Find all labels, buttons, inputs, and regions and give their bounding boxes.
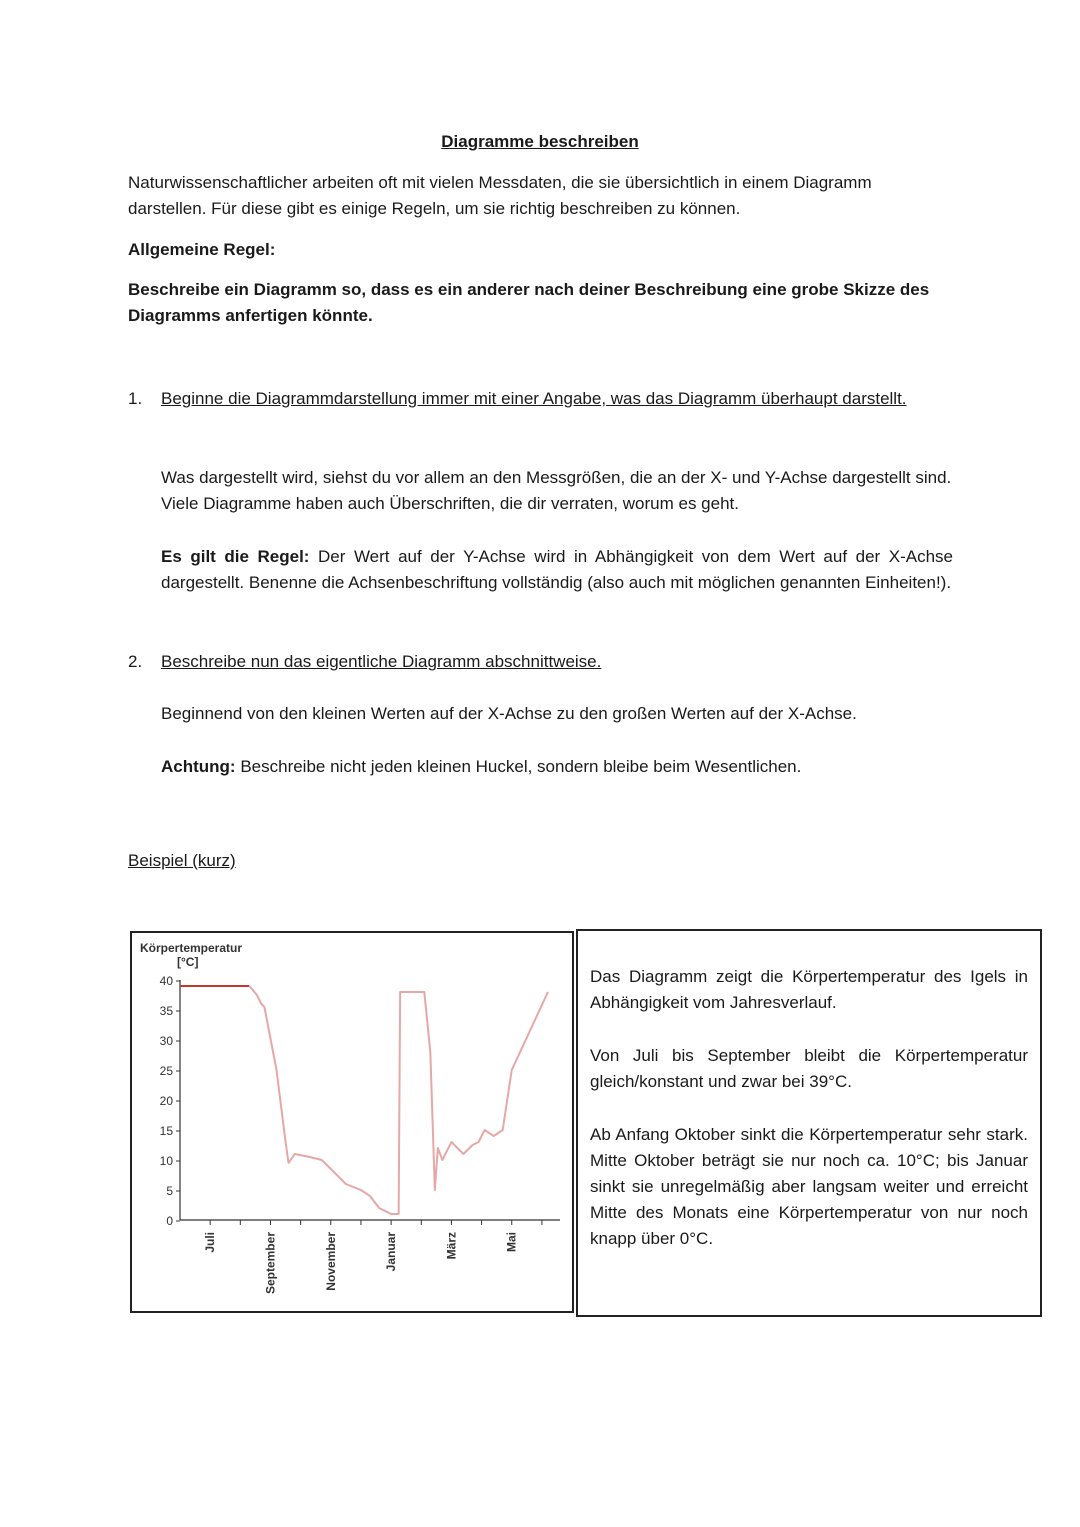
step-2-warning-label: Achtung: <box>161 757 236 776</box>
step-1-title: Beginne die Diagrammdarstellung immer mit einer Angabe, was das Diagramm überhaupt darstellt. <box>161 389 907 408</box>
y-tick-label: 5 <box>166 1184 173 1198</box>
rule-text: Beschreibe ein Diagramm so, dass es ein anderer nach deiner Beschreibung eine grobe Skizze des Diagramms anfertigen könnte. <box>128 280 930 325</box>
temperature-chart <box>132 933 572 1311</box>
description-box <box>576 929 1042 1317</box>
rule-heading: Allgemeine Regel: <box>128 240 276 259</box>
description-paragraph-2: Von Juli bis September bleibt die Körpertemperatur gleich/konstant und zwar bei 39°C. <box>590 1046 1028 1091</box>
y-tick-label: 10 <box>159 1154 173 1168</box>
step-1-number: 1. <box>128 389 143 408</box>
series-line <box>249 986 548 1214</box>
y-tick-label: 25 <box>159 1064 173 1078</box>
step-2-warning-text: Beschreibe nicht jeden kleinen Huckel, sondern bleibe beim Wesentlichen. <box>235 757 802 776</box>
step-1-explanation: Was dargestellt wird, siehst du vor allem an den Messgrößen, die an der X- und Y-Achse dargestellt sind. Viele Diagramme haben auch Überschriften, die dir verraten, worum es geht. <box>161 468 952 513</box>
y-tick-label: 20 <box>159 1094 173 1108</box>
example-heading: Beispiel (kurz) <box>128 851 236 870</box>
chart-frame <box>130 931 574 1313</box>
step-2-warning <box>161 754 801 780</box>
x-tick-label: Juli <box>203 1232 218 1253</box>
step-2-explanation: Beginnend von den kleinen Werten auf der X-Achse zu den großen Werten auf der X-Achse. <box>161 704 857 723</box>
x-tick-label: Januar <box>384 1232 399 1272</box>
y-axis-unit: [°C] <box>177 955 199 969</box>
intro-paragraph: Naturwissenschaftlicher arbeiten oft mit vielen Messdaten, die sie übersichtlich in einem Diagramm darstellen. Für diese gibt es einige Regeln, um sie richtig beschreiben zu können. <box>128 173 872 218</box>
step-2-title: Beschreibe nun das eigentliche Diagramm abschnittweise. <box>161 652 602 671</box>
page-title: Diagramme beschreiben <box>441 132 639 151</box>
x-tick-label: März <box>444 1232 459 1260</box>
description-paragraph-3: Ab Anfang Oktober sinkt die Körpertemperatur sehr stark. Mitte Oktober beträgt sie nur noch ca. 10°C; bis Januar sinkt sie unregelmäßig aber langsam weiter und erreicht Mitte des Monats eine Körpertemperatur von nur noch knapp über 0°C. <box>590 1125 1028 1248</box>
description-paragraph-1: Das Diagramm zeigt die Körpertemperatur des Igels in Abhängigkeit vom Jahresverlauf. <box>590 967 1028 1012</box>
y-tick-label: 35 <box>159 1004 173 1018</box>
y-axis-label: Körpertemperatur <box>140 941 243 955</box>
y-tick-label: 0 <box>166 1214 173 1228</box>
y-tick-label: 40 <box>159 974 173 988</box>
y-tick-label: 15 <box>159 1124 173 1138</box>
step-1-rule-label: Es gilt die Regel: <box>161 547 310 566</box>
x-tick-label: November <box>323 1232 338 1291</box>
step-2-number: 2. <box>128 652 143 671</box>
step-1-rule-text: Der Wert auf der Y-Achse wird in Abhängigkeit von dem Wert auf der X-Achse dargestellt. Benenne die Achsenbeschriftung vollständig (also auch mit möglichen genannten Einheiten!). <box>161 547 953 592</box>
step-1-rule <box>161 544 953 596</box>
x-tick-label: Mai <box>504 1232 519 1253</box>
x-tick-label: September <box>263 1232 278 1295</box>
y-tick-label: 30 <box>159 1034 173 1048</box>
